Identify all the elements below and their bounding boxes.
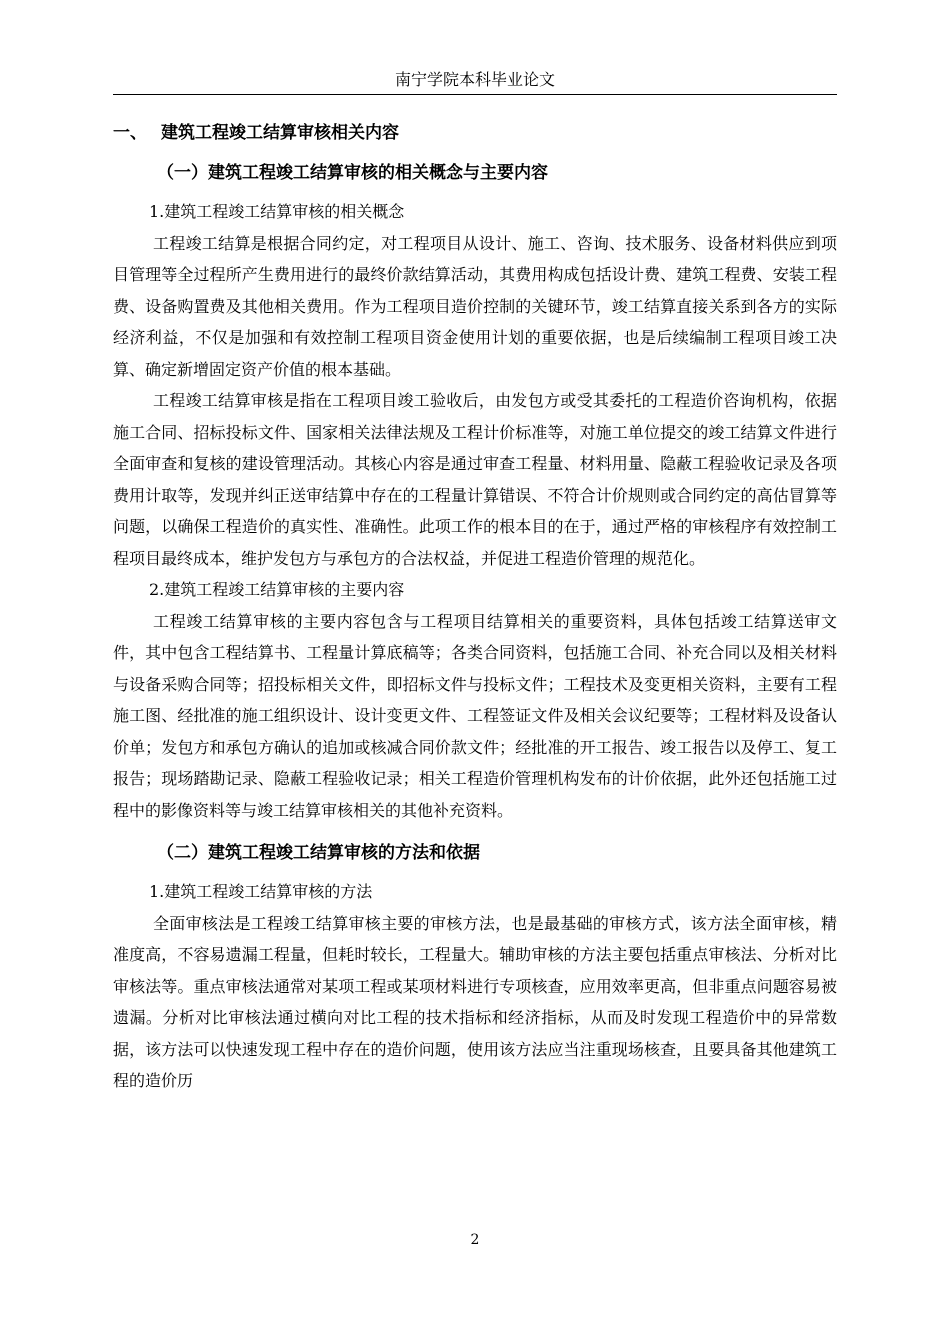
item-heading-1-1: 1.建筑工程竣工结算审核的相关概念 (149, 202, 405, 221)
item-heading-2-1: 1.建筑工程竣工结算审核的方法 (149, 882, 373, 901)
header-rule (113, 94, 837, 95)
section-number: 一、 (113, 123, 147, 143)
section-heading (113, 118, 837, 148)
paragraph: 全面审核法是工程竣工结算审核主要的审核方法，也是最基础的审核方式，该方法全面审核，精准度高，不容易遗漏工程量，但耗时较长，工程量大。辅助审核的方法主要包括重点审核法、分析对比审核法等。重点审核法通常对某项工程或某项材料进行专项核查，应用效率更高，但非重点问题容易被遗漏。分析对比审核法通过横向对比工程的技术指标和经济指标，从而及时发现工程造价中的异常数据，该方法可以快速发现工程中存在的造价问题，使用该方法应当注重现场核查，且要具备其他建筑工程的造价历 (113, 913, 837, 1090)
paragraph: 工程竣工结算审核的主要内容包含与工程项目结算相关的重要资料，具体包括竣工结算送审文件，其中包含工程结算书、工程量计算底稿等；各类合同资料，包括施工合同、补充合同以及相关材料与设备采购合同等；招投标相关文件，即招标文件与投标文件；工程技术及变更相关资料，主要有工程施工图、经批准的施工组织设计、设计变更文件、工程签证文件及相关会议纪要等；工程材料及设备认价单；发包方和承包方确认的追加或核减合同价款文件；经批准的开工报告、竣工报告以及停工、复工报告；现场踏勘记录、隐蔽工程验收记录；相关工程造价管理机构发布的计价依据，此外还包括施工过程中的影像资料等与竣工结算审核相关的其他补充资料。 (113, 611, 837, 820)
page-number: 2 (470, 1232, 480, 1248)
running-header: 南宁学院本科毕业论文 (394, 70, 555, 89)
section-title: 建筑工程竣工结算审核相关内容 (161, 123, 399, 143)
subsection-heading-2: （二）建筑工程竣工结算审核的方法和依据 (157, 843, 480, 863)
body-content (113, 118, 837, 1097)
paragraph: 工程竣工结算是根据合同约定，对工程项目从设计、施工、咨询、技术服务、设备材料供应到项目管理等全过程所产生费用进行的最终价款结算活动，其费用构成包括设计费、建筑工程费、安装工程费、设备购置费及其他相关费用。作为工程项目造价控制的关键环节，竣工结算直接关系到各方的实际经济利益，不仅是加强和有效控制工程项目资金使用计划的重要依据，也是后续编制工程项目竣工决算、确定新增固定资产价值的根本基础。 (113, 233, 837, 379)
subsection-heading-1: （一）建筑工程竣工结算审核的相关概念与主要内容 (157, 163, 548, 183)
item-heading-1-2: 2.建筑工程竣工结算审核的主要内容 (149, 580, 405, 599)
paragraph: 工程竣工结算审核是指在工程项目竣工验收后，由发包方或受其委托的工程造价咨询机构，依据施工合同、招标投标文件、国家相关法律法规及工程计价标准等，对施工单位提交的竣工结算文件进行全面审查和复核的建设管理活动。其核心内容是通过审查工程量、材料用量、隐蔽工程验收记录及各项费用计取等，发现并纠正送审结算中存在的工程量计算错误、不符合计价规则或合同约定的高估冒算等问题，以确保工程造价的真实性、准确性。此项工作的根本目的在于，通过严格的审核程序有效控制工程项目最终成本，维护发包方与承包方的合法权益，并促进工程造价管理的规范化。 (113, 391, 837, 568)
